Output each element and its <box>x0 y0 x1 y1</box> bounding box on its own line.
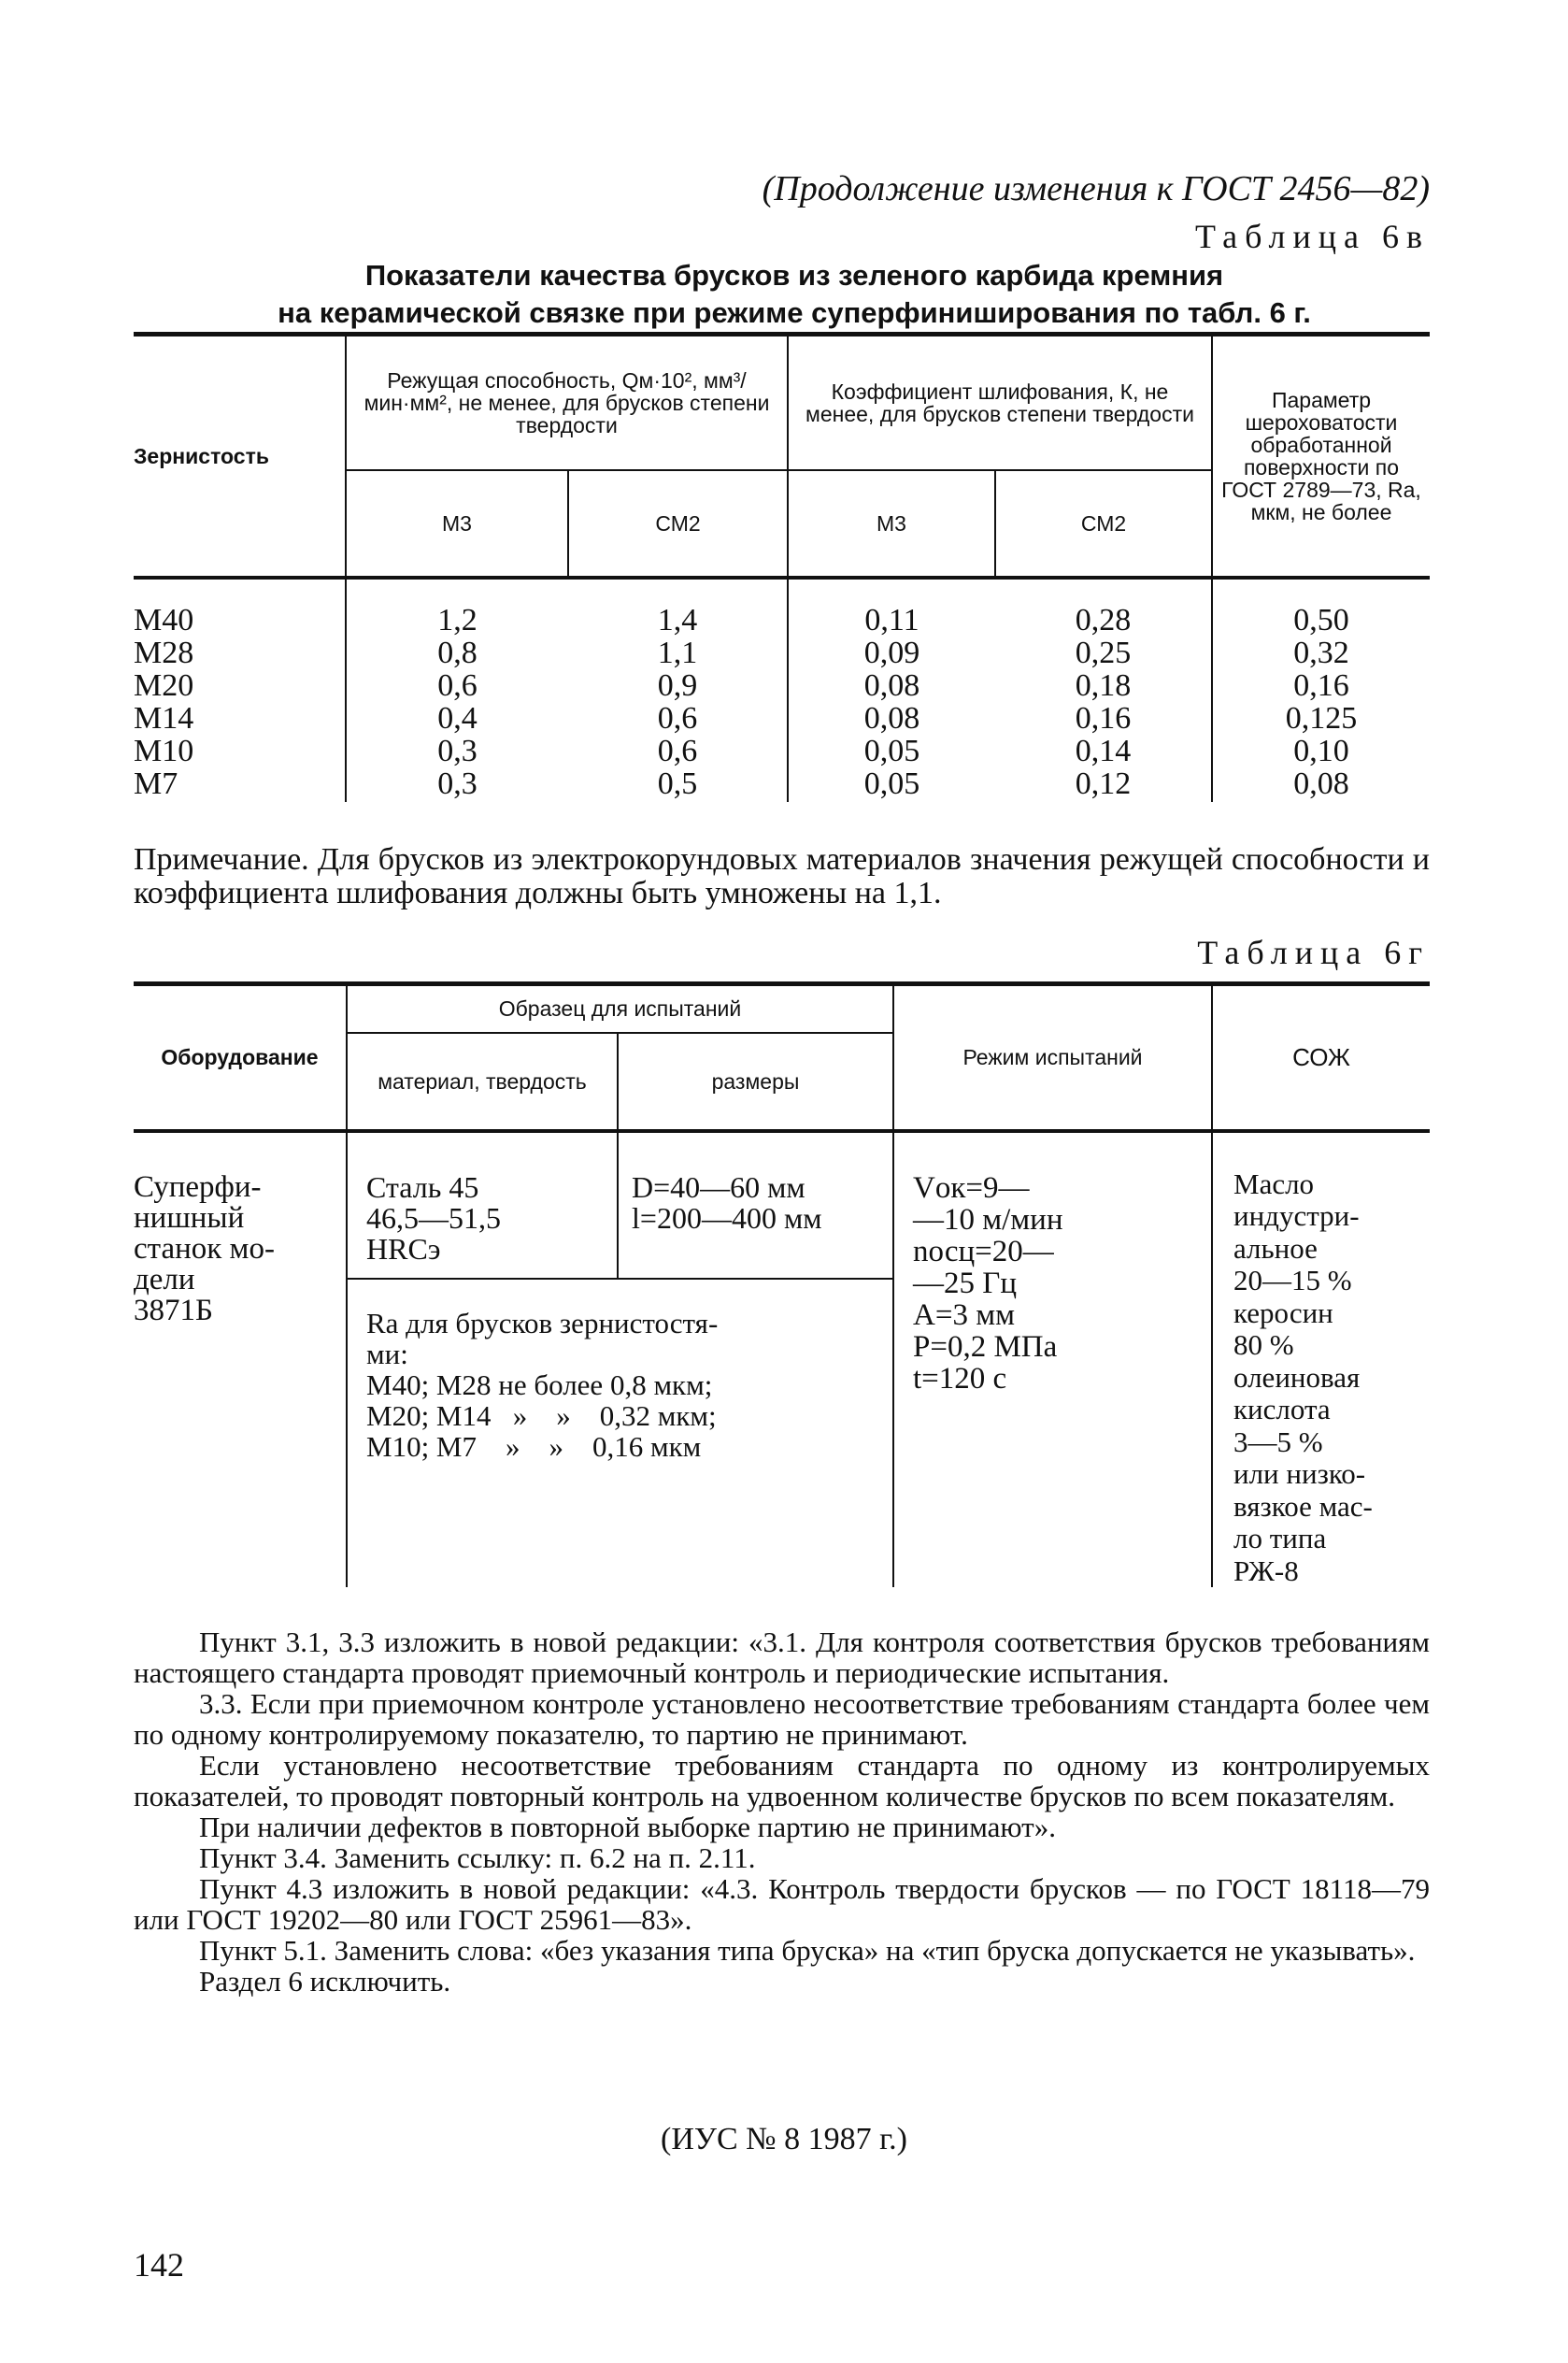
cut-sm2-value: 0,6 <box>657 733 698 768</box>
cut-m3-value: 0,3 <box>437 733 478 768</box>
coef-m3-value: 0,08 <box>863 667 920 703</box>
roughness-value: 0,08 <box>1293 766 1349 801</box>
grain-column <box>134 578 346 802</box>
subheader-coef-m3: М3 <box>788 470 995 578</box>
mode-line: P=0,2 МПа <box>913 1329 1058 1364</box>
coolant-line: Масло <box>1233 1167 1315 1200</box>
equipment-line: станок мо- <box>134 1231 275 1266</box>
roughness-requirements-cell <box>347 1279 893 1587</box>
paragraph: 3.3. Если при приемочном контроле установлено несоответствие требованиям стандарта более чем по одному контролируемому показателю, то партию не принимают. <box>134 1687 1430 1751</box>
coolant-cell <box>1212 1131 1430 1588</box>
ra-line: М40; М28 не более 0,8 мкм; <box>366 1368 713 1402</box>
cut-m3-column <box>346 578 568 802</box>
size-line: D=40—60 мм <box>632 1169 805 1204</box>
coef-sm2-value: 0,16 <box>1075 700 1132 736</box>
size-cell <box>618 1131 893 1280</box>
ra-line: ми: <box>366 1338 408 1371</box>
col-header-mode: Режим испытаний <box>893 984 1212 1131</box>
table-6v <box>134 332 1430 802</box>
material-line: 46,5—51,5 <box>366 1200 501 1235</box>
equipment-line: нишный <box>134 1200 245 1235</box>
coef-m3-column <box>788 578 995 802</box>
coef-m3-value: 0,08 <box>863 700 920 736</box>
coef-sm2-value: 0,14 <box>1075 733 1132 768</box>
roughness-value: 0,50 <box>1293 602 1349 637</box>
col-header-coolant: СОЖ <box>1212 984 1430 1131</box>
grain-value: М20 <box>134 667 194 703</box>
cut-sm2-value: 0,9 <box>657 667 698 703</box>
coef-sm2-value: 0,12 <box>1075 766 1132 801</box>
mode-line: —10 м/мин <box>913 1202 1063 1237</box>
table-6v-title-line2: на керамической связке при режиме суперфиниширования по табл. 6 г. <box>278 296 1311 329</box>
page-number: 142 <box>134 2246 184 2284</box>
ra-line: М10; М7 » » 0,16 мкм <box>366 1430 702 1464</box>
coef-sm2-column <box>995 578 1212 802</box>
grain-value: М10 <box>134 733 194 768</box>
subheader-coef-sm2: СМ2 <box>995 470 1212 578</box>
subheader-cut-m3: М3 <box>346 470 568 578</box>
roughness-column <box>1212 578 1430 802</box>
equipment-line: дели <box>134 1262 195 1296</box>
coolant-line: 20—15 % <box>1233 1264 1352 1296</box>
paragraph: Пункт 3.4. Заменить ссылку: п. 6.2 на п. 2.11. <box>199 1841 756 1874</box>
material-line: HRCэ <box>366 1231 441 1266</box>
material-cell <box>347 1131 618 1280</box>
table-6g-label: Таблица 6г <box>1197 934 1430 971</box>
mode-line: t=120 с <box>913 1361 1007 1396</box>
grain-value: М14 <box>134 700 194 736</box>
mode-line: nосц=20— <box>913 1234 1054 1268</box>
equipment-line: 3871Б <box>134 1293 213 1327</box>
coef-sm2-value: 0,18 <box>1075 667 1132 703</box>
coef-m3-value: 0,05 <box>863 733 920 768</box>
col-header-coefficient: Коэффициент шлифования, К, не менее, для брусков степени твердости <box>788 335 1212 470</box>
mode-line: Vок=9— <box>913 1170 1030 1205</box>
size-line: l=200—400 мм <box>632 1200 822 1235</box>
paragraph: Пункт 5.1. Заменить слова: «без указания типа бруска» на «тип бруска допускается не указывать». <box>199 1934 1416 1967</box>
cut-m3-value: 0,4 <box>437 700 478 736</box>
mode-cell <box>893 1131 1212 1588</box>
ius-reference: (ИУС № 8 1987 г.) <box>661 2122 907 2156</box>
coolant-line: 3—5 % <box>1233 1425 1323 1458</box>
subheader-material: материал, твердость <box>347 1033 618 1131</box>
table-6g <box>134 981 1430 1587</box>
roughness-value: 0,32 <box>1293 635 1349 670</box>
grain-value: М28 <box>134 635 194 670</box>
subheader-size: размеры <box>618 1033 893 1131</box>
paragraph: Раздел 6 исключить. <box>199 1965 451 1998</box>
mode-line: A=3 мм <box>913 1297 1015 1332</box>
coolant-line: индустри- <box>1233 1199 1360 1232</box>
cut-m3-value: 1,2 <box>437 602 478 637</box>
coolant-line: олеиновая <box>1233 1360 1361 1394</box>
table-6v-label: Таблица 6в <box>1195 218 1430 255</box>
col-header-cutting: Режущая способность, Qм·10², мм³/мин·мм², не менее, для брусков степени твердости <box>346 335 788 470</box>
coef-sm2-value: 0,28 <box>1075 602 1132 637</box>
coef-sm2-value: 0,25 <box>1075 635 1132 670</box>
roughness-value: 0,125 <box>1285 700 1358 736</box>
material-line: Сталь 45 <box>366 1169 479 1204</box>
cut-m3-value: 0,6 <box>437 667 478 703</box>
roughness-value: 0,10 <box>1293 733 1349 768</box>
paragraph: Пункт 4.3 изложить в новой редакции: «4.3. Контроль твердости брусков — по ГОСТ 18118—79 или ГОСТ 19202—80 или ГОСТ 25961—83». <box>134 1872 1430 1936</box>
equipment-cell <box>134 1131 347 1588</box>
coolant-line: кислота <box>1233 1393 1331 1425</box>
paragraph: Если установлено несоответствие требованиям стандарта по одному из контролируемых показателей, то проводят повторный контроль на удвоенном количестве брусков по всем показателям. <box>134 1749 1430 1812</box>
coef-m3-value: 0,05 <box>863 766 920 801</box>
ra-line: М20; М14 » » 0,32 мкм; <box>366 1399 717 1433</box>
cut-sm2-value: 1,1 <box>657 635 698 670</box>
roughness-value: 0,16 <box>1293 667 1349 703</box>
cut-sm2-value: 1,4 <box>657 602 698 637</box>
coef-m3-value: 0,11 <box>864 602 919 637</box>
table-6v-title <box>187 257 1402 332</box>
mode-line: —25 Гц <box>913 1266 1017 1300</box>
coolant-line: 80 % <box>1233 1328 1294 1361</box>
grain-value: М40 <box>134 602 194 637</box>
col-header-grain: Зернистость <box>134 335 346 578</box>
subheader-cut-sm2: СМ2 <box>568 470 788 578</box>
amendment-text <box>134 1626 1430 1997</box>
cut-m3-value: 0,8 <box>437 635 478 670</box>
col-header-equipment: Оборудование <box>134 984 347 1131</box>
paragraph: Пункт 3.1, 3.3 изложить в новой редакции: «3.1. Для контроля соответствия брусков требованиям настоящего стандарта проводят приемочный контроль и периодические испытания. <box>134 1625 1430 1689</box>
ra-line: Ra для брусков зернистостя- <box>366 1307 719 1340</box>
paragraph: При наличии дефектов в повторной выборке партию не принимают». <box>199 1811 1056 1843</box>
coolant-line: альное <box>1233 1231 1318 1265</box>
table-6v-title-line1: Показатели качества брусков из зеленого карбида кремния <box>364 259 1224 292</box>
continuation-header: (Продолжение изменения к ГОСТ 2456—82) <box>762 169 1430 208</box>
coef-m3-value: 0,09 <box>863 635 920 670</box>
col-header-roughness: Параметр шероховатости обработанной поверхности по ГОСТ 2789—73, Ra, мкм, не более <box>1212 335 1430 578</box>
cut-sm2-column <box>568 578 788 802</box>
coolant-line: ло типа <box>1233 1522 1327 1554</box>
coolant-line: вязкое мас- <box>1233 1489 1373 1523</box>
grain-value: М7 <box>134 766 178 801</box>
cut-sm2-value: 0,6 <box>657 700 698 736</box>
col-header-sample: Образец для испытаний <box>347 984 893 1033</box>
table-6v-note: Примечание. Для брусков из электрокорундовых материалов значения режущей способности и коэффициента шлифования должны быть умножены на 1,1. <box>134 842 1430 910</box>
coolant-line: или низко- <box>1233 1457 1366 1490</box>
equipment-line: Суперфи- <box>134 1169 262 1204</box>
cut-m3-value: 0,3 <box>437 766 478 801</box>
cut-sm2-value: 0,5 <box>657 766 698 801</box>
coolant-line: РЖ-8 <box>1233 1554 1299 1587</box>
coolant-line: керосин <box>1233 1296 1333 1329</box>
